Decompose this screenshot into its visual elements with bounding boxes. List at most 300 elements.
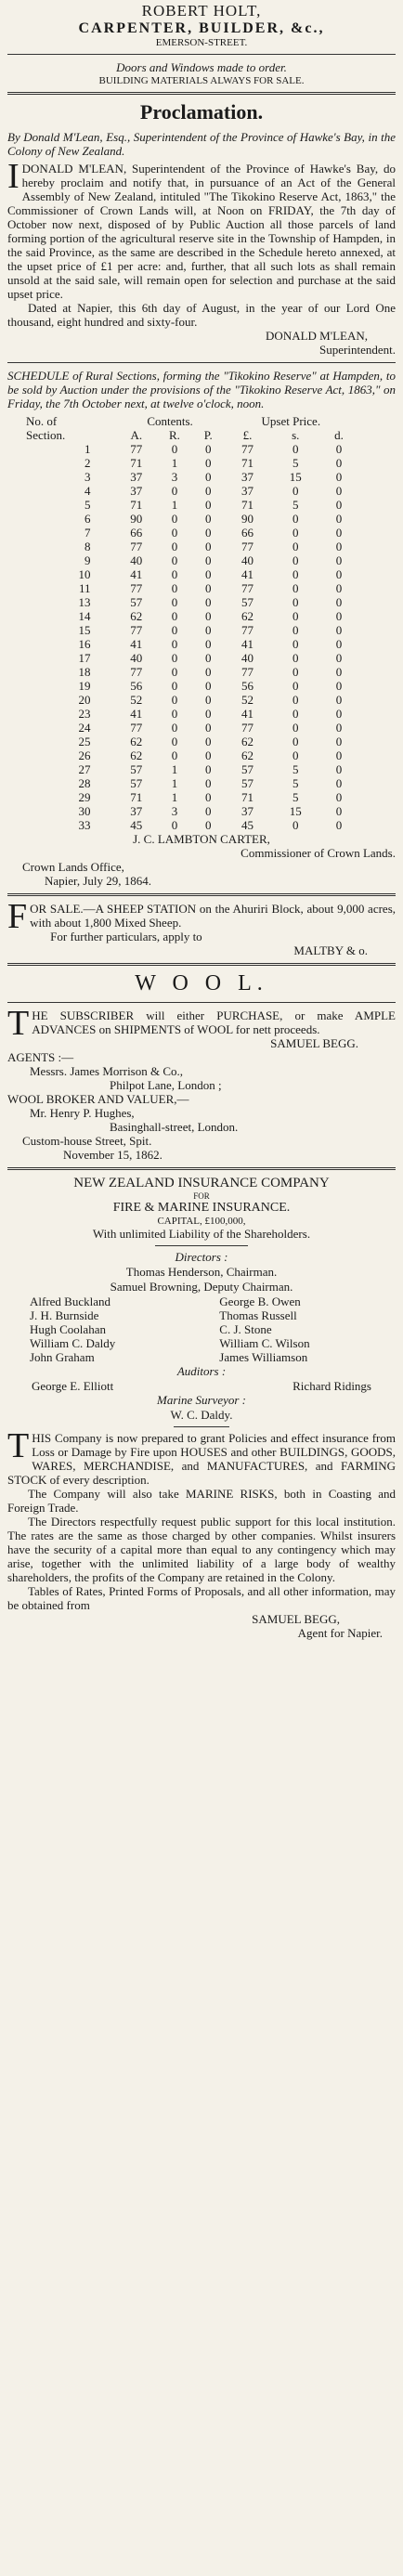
director-name: Alfred Buckland [30,1295,111,1308]
cell-roods: 0 [171,553,178,567]
cell-pence: 0 [335,623,343,637]
cell-pence: 0 [335,776,343,790]
cell-pounds: 57 [240,595,254,609]
cell-perches: 0 [205,567,212,581]
cell-section: 18 [78,665,91,679]
cell-pounds: 71 [240,498,254,512]
schedule-row [24,553,358,567]
cell-acres: 41 [130,707,143,721]
cell-pence: 0 [335,707,343,721]
cell-acres: 71 [130,498,143,512]
schedule-head-2 [24,428,358,442]
schedule-row [24,679,358,693]
cell-shillings: 0 [292,721,299,735]
schedule-table [24,414,358,832]
cell-acres: 77 [130,721,143,735]
cell-pence: 0 [335,442,343,456]
divider [174,1426,229,1427]
cell-acres: 62 [130,735,143,748]
cell-shillings: 0 [292,679,299,693]
insurance-body-4: Tables of Rates, Printed Forms of Proposals, and all other information, may be obtained from [7,1584,396,1612]
cell-roods: 0 [171,595,178,609]
cell-section: 19 [78,679,91,693]
directors-row [20,1308,383,1322]
newspaper-column [0,2,403,1640]
cell-pounds: 37 [240,470,254,484]
cell-shillings: 0 [292,748,299,762]
cell-roods: 0 [171,526,178,540]
cell-pence: 0 [335,804,343,818]
proclamation-byline: By Donald M'Lean, Esq., Superintendent of the Province of Hawke's Bay, in the Colony of New Zealand. [7,130,396,158]
cell-perches: 0 [205,707,212,721]
cell-section: 20 [78,693,91,707]
cell-pounds: 41 [240,707,254,721]
cell-shillings: 0 [292,442,299,456]
director-name: J. H. Burnside [30,1308,99,1322]
dropcap: I [7,157,20,196]
cell-acres: 77 [130,581,143,595]
cell-roods: 0 [171,512,178,526]
cell-section: 2 [84,456,91,470]
insurance-for: FOR [193,1191,210,1201]
director-name: George B. Owen [219,1295,301,1308]
proclamation-signature-title: Superintendent. [319,343,396,357]
cell-section: 17 [78,651,91,665]
wool-agent-1: Messrs. James Morrison & Co., [30,1064,184,1078]
surveyor-label: Marine Surveyor : [156,1393,247,1407]
wool-broker-label: WOOL BROKER AND VALUER,— [7,1092,189,1106]
cell-roods: 0 [171,818,178,832]
cell-acres: 40 [130,651,143,665]
cell-pence: 0 [335,553,343,567]
schedule-row [24,735,358,748]
cell-roods: 1 [171,456,178,470]
cell-section: 7 [84,526,91,540]
directors-row [20,1350,383,1364]
cell-pounds: 40 [240,553,254,567]
cell-acres: 62 [130,748,143,762]
cell-acres: 37 [130,470,143,484]
cell-perches: 0 [205,526,212,540]
wool-date: November 15, 1862. [63,1148,162,1162]
schedule-row [24,693,358,707]
cell-pounds: 62 [240,748,254,762]
wool-custom: Custom-house Street, Spit. [22,1134,152,1148]
cell-perches: 0 [205,512,212,526]
cell-roods: 1 [171,790,178,804]
schedule [7,369,396,888]
schedule-row [24,498,358,512]
cell-section: 30 [78,804,91,818]
cell-shillings: 0 [292,818,299,832]
schedule-office-date: Napier, July 29, 1864. [45,874,152,888]
wool-agents-label: AGENTS :— [7,1050,74,1064]
cell-pounds: 90 [240,512,254,526]
cell-roods: 1 [171,776,178,790]
proclamation-title: Proclamation. [139,100,264,124]
insurance-title: NEW ZEALAND INSURANCE COMPANY [73,1176,330,1190]
holt-advert [7,2,396,86]
cell-section: 13 [78,595,91,609]
divider [7,54,396,55]
cell-shillings: 0 [292,707,299,721]
dropcap: F [7,897,28,936]
cell-shillings: 0 [292,693,299,707]
insurance-signer-title: Agent for Napier. [297,1626,383,1640]
deputy-chairman: Samuel Browning, Deputy Chairman. [110,1280,293,1294]
cell-pence: 0 [335,637,343,651]
cell-perches: 0 [205,693,212,707]
cell-perches: 0 [205,456,212,470]
chairman: Thomas Henderson, Chairman. [125,1265,278,1279]
insurance-type: FIRE & MARINE INSURANCE. [112,1201,291,1215]
cell-pounds: 77 [240,581,254,595]
cell-pence: 0 [335,762,343,776]
cell-shillings: 0 [292,540,299,553]
schedule-row [24,442,358,456]
insurance-liability: With unlimited Liability of the Shareholders. [92,1227,311,1241]
advert-trades: CARPENTER, BUILDER, &c., [78,20,325,36]
sale-body: FOR SALE.—A SHEEP STATION on the Ahuriri Block, about 9,000 acres, with about 1,800 Mixed Sheep. [7,897,396,936]
cell-pence: 0 [335,748,343,762]
divider [155,1245,248,1246]
cell-pence: 0 [335,540,343,553]
cell-section: 27 [78,762,91,776]
cell-perches: 0 [205,776,212,790]
schedule-row [24,790,358,804]
cell-pence: 0 [335,470,343,484]
cell-acres: 62 [130,609,143,623]
cell-shillings: 0 [292,484,299,498]
advert-line-1: Doors and Windows made to order. [116,60,287,74]
insurance-signer: SAMUEL BEGG, [252,1612,340,1626]
cell-shillings: 15 [289,804,302,818]
cell-perches: 0 [205,498,212,512]
cell-section: 24 [78,721,91,735]
cell-roods: 0 [171,665,178,679]
cell-pence: 0 [335,512,343,526]
schedule-row [24,707,358,721]
schedule-row [24,665,358,679]
cell-section: 10 [78,567,91,581]
col-head-price: Upset Price. [261,414,321,428]
director-name: James Williamson [219,1350,308,1364]
cell-shillings: 5 [292,776,299,790]
cell-roods: 0 [171,609,178,623]
cell-section: 9 [84,553,91,567]
cell-perches: 0 [205,609,212,623]
cell-pounds: 62 [240,735,254,748]
cell-perches: 0 [205,651,212,665]
schedule-row [24,637,358,651]
advert-street: EMERSON-STREET. [155,37,248,48]
sale-apply: For further particulars, apply to [50,930,202,943]
cell-pence: 0 [335,790,343,804]
schedule-row [24,651,358,665]
cell-pounds: 77 [240,721,254,735]
cell-section: 1 [84,442,91,456]
cell-shillings: 15 [289,470,302,484]
divider [7,1002,396,1003]
cell-shillings: 0 [292,512,299,526]
cell-pounds: 77 [240,665,254,679]
schedule-office: Crown Lands Office, [22,860,124,874]
schedule-row [24,456,358,470]
schedule-row [24,818,358,832]
divider [7,963,396,966]
cell-section: 4 [84,484,91,498]
cell-pounds: 56 [240,679,254,693]
schedule-row [24,526,358,540]
cell-pence: 0 [335,526,343,540]
schedule-row [24,484,358,498]
cell-shillings: 0 [292,553,299,567]
cell-pounds: 77 [240,442,254,456]
cell-section: 6 [84,512,91,526]
cell-pence: 0 [335,721,343,735]
cell-roods: 0 [171,679,178,693]
schedule-row [24,721,358,735]
cell-roods: 3 [171,470,178,484]
cell-acres: 71 [130,456,143,470]
cell-roods: 0 [171,735,178,748]
cell-perches: 0 [205,581,212,595]
director-name: John Graham [30,1350,95,1364]
cell-pounds: 41 [240,567,254,581]
col-head-no: No. of [26,414,58,428]
auditors-table [30,1379,373,1393]
directors-row [20,1295,383,1308]
cell-acres: 57 [130,776,143,790]
cell-roods: 0 [171,748,178,762]
cell-pence: 0 [335,735,343,748]
director-name: William C. Daldy [30,1336,116,1350]
cell-pounds: 40 [240,651,254,665]
director-name: Thomas Russell [219,1308,297,1322]
cell-shillings: 0 [292,735,299,748]
cell-pounds: 66 [240,526,254,540]
cell-perches: 0 [205,442,212,456]
cell-pounds: 57 [240,776,254,790]
director-name: C. J. Stone [219,1322,272,1336]
cell-pence: 0 [335,693,343,707]
cell-perches: 0 [205,484,212,498]
cell-roods: 0 [171,721,178,735]
cell-pounds: 77 [240,623,254,637]
sale-advert [7,897,396,957]
wool-broker: Mr. Henry P. Hughes, [30,1106,135,1120]
divider [7,1167,396,1170]
cell-perches: 0 [205,623,212,637]
insurance-body-3: The Directors respectfully request public support for this local institution. The rates are the same as those charged by other companies. Whilst insurers have the security of a capital more than equal to any contingency which may arise, together with the unlimited liability of a large body of wealthy shareholders, the profits of the Company are retained in the Colony. [7,1515,396,1584]
cell-pounds: 71 [240,456,254,470]
cell-shillings: 0 [292,567,299,581]
cell-roods: 0 [171,567,178,581]
insurance-advert [7,1176,396,1640]
schedule-row [24,762,358,776]
cell-acres: 57 [130,762,143,776]
sale-apply-to: MALTBY & o. [293,943,368,957]
cell-perches: 0 [205,595,212,609]
cell-roods: 0 [171,637,178,651]
cell-shillings: 0 [292,651,299,665]
director-name: William C. Wilson [219,1336,310,1350]
cell-section: 33 [78,818,91,832]
wool-body: THE SUBSCRIBER will either PURCHASE, or make AMPLE ADVANCES on SHIPMENTS of WOOL for nett proceeds. [7,1004,396,1043]
proclamation-dated: Dated at Napier, this 6th day of August, in the year of our Lord One thousand, eight hundred and sixty-four. [7,301,396,329]
cell-pounds: 37 [240,484,254,498]
cell-shillings: 0 [292,595,299,609]
cell-pence: 0 [335,609,343,623]
wool-agent-1-address: Philpot Lane, London ; [110,1078,222,1092]
cell-perches: 0 [205,762,212,776]
cell-section: 25 [78,735,91,748]
cell-section: 16 [78,637,91,651]
auditor-1: George E. Elliott [32,1379,114,1393]
cell-section: 15 [78,623,91,637]
dropcap: T [7,1004,30,1043]
cell-pounds: 45 [240,818,254,832]
auditors-label: Auditors : [176,1364,227,1378]
cell-acres: 41 [130,567,143,581]
cell-pence: 0 [335,484,343,498]
schedule-signer-title: Commissioner of Crown Lands. [240,846,396,860]
cell-roods: 1 [171,762,178,776]
proclamation [7,100,396,357]
cell-pence: 0 [335,595,343,609]
insurance-capital: CAPITAL, £100,000, [157,1216,246,1227]
schedule-row [24,804,358,818]
cell-acres: 40 [130,553,143,567]
cell-pence: 0 [335,567,343,581]
cell-acres: 37 [130,484,143,498]
schedule-row [24,581,358,595]
directors-table [20,1295,383,1364]
col-head-pounds: £. [242,428,253,442]
cell-pounds: 71 [240,790,254,804]
advert-name: ROBERT HOLT, [141,2,262,20]
directors-row [20,1336,383,1350]
col-head-r: R. [169,428,180,442]
divider [7,92,396,95]
cell-shillings: 5 [292,456,299,470]
cell-pence: 0 [335,456,343,470]
cell-perches: 0 [205,553,212,567]
cell-acres: 41 [130,637,143,651]
cell-acres: 77 [130,540,143,553]
cell-perches: 0 [205,470,212,484]
schedule-row [24,623,358,637]
cell-perches: 0 [205,540,212,553]
cell-acres: 45 [130,818,143,832]
col-head-contents: Contents. [147,414,193,428]
cell-pounds: 52 [240,693,254,707]
cell-section: 23 [78,707,91,721]
directors-row [20,1322,383,1336]
insurance-body-1: THIS Company is now prepared to grant Policies and effect insurance from Loss or Damage by Fire upon HOUSES and other BUILDINGS, GOODS, WARES, MERCHANDISE, and MANUFACTURES, and FARMING STOCK of every description. [7,1426,396,1487]
cell-pence: 0 [335,651,343,665]
schedule-row [24,609,358,623]
cell-roods: 0 [171,540,178,553]
cell-shillings: 5 [292,762,299,776]
cell-shillings: 0 [292,581,299,595]
cell-pence: 0 [335,679,343,693]
cell-perches: 0 [205,818,212,832]
schedule-row [24,776,358,790]
col-head-pence: d. [334,428,344,442]
cell-pounds: 57 [240,762,254,776]
cell-perches: 0 [205,721,212,735]
proclamation-signature: DONALD M'LEAN, [266,329,368,343]
cell-section: 28 [78,776,91,790]
director-name: Hugh Coolahan [30,1322,106,1336]
cell-shillings: 0 [292,526,299,540]
cell-roods: 0 [171,623,178,637]
wool-advert [7,971,396,1162]
schedule-signer: J. C. LAMBTON CARTER, [133,832,270,846]
divider [7,362,396,363]
cell-roods: 0 [171,693,178,707]
cell-acres: 56 [130,679,143,693]
cell-perches: 0 [205,679,212,693]
cell-shillings: 5 [292,498,299,512]
cell-shillings: 0 [292,637,299,651]
cell-acres: 71 [130,790,143,804]
directors-label: Directors : [175,1250,228,1264]
cell-acres: 37 [130,804,143,818]
schedule-row [24,748,358,762]
surveyor: W. C. Daldy. [170,1408,233,1422]
cell-roods: 0 [171,484,178,498]
cell-pence: 0 [335,581,343,595]
cell-acres: 57 [130,595,143,609]
cell-section: 29 [78,790,91,804]
cell-section: 3 [84,470,91,484]
wool-signer: SAMUEL BEGG. [270,1036,358,1050]
cell-pounds: 62 [240,609,254,623]
col-head-a: A. [130,428,143,442]
cell-acres: 77 [130,623,143,637]
cell-shillings: 0 [292,623,299,637]
cell-roods: 0 [171,442,178,456]
dropcap: T [7,1426,30,1465]
cell-acres: 77 [130,442,143,456]
cell-acres: 52 [130,693,143,707]
cell-roods: 1 [171,498,178,512]
auditors-row [30,1379,373,1393]
cell-perches: 0 [205,748,212,762]
schedule-row [24,567,358,581]
cell-section: 26 [78,748,91,762]
cell-roods: 3 [171,804,178,818]
cell-shillings: 0 [292,665,299,679]
cell-roods: 0 [171,707,178,721]
cell-acres: 77 [130,665,143,679]
cell-perches: 0 [205,804,212,818]
cell-pounds: 41 [240,637,254,651]
schedule-row [24,595,358,609]
cell-perches: 0 [205,665,212,679]
schedule-row [24,470,358,484]
cell-perches: 0 [205,735,212,748]
schedule-head-1 [24,414,358,428]
cell-perches: 0 [205,790,212,804]
divider [7,893,396,896]
proclamation-body: IDONALD M'LEAN, Superintendent of the Province of Hawke's Bay, do hereby proclaim and notify that, in pursuance of an Act of the General Assembly of New Zealand, intituled "The Tikokino Reserve Act, 1863," the Commissioner of Crown Lands will, at Noon on FRIDAY, the 7th day of October now next, disposed of by Public Auction all those parcels of land forming portion of the agricultural reserve site in the Township of Hampden, in the said Province, as the same are described in the Schedule hereto annexed, at the upset price of £1 per acre: and, further, that all such lots as shall remain unsold at the said sale, will remain open for selection and purchase at the said upset price. [7,157,396,301]
cell-shillings: 5 [292,790,299,804]
cell-section: 5 [84,498,91,512]
cell-shillings: 0 [292,609,299,623]
